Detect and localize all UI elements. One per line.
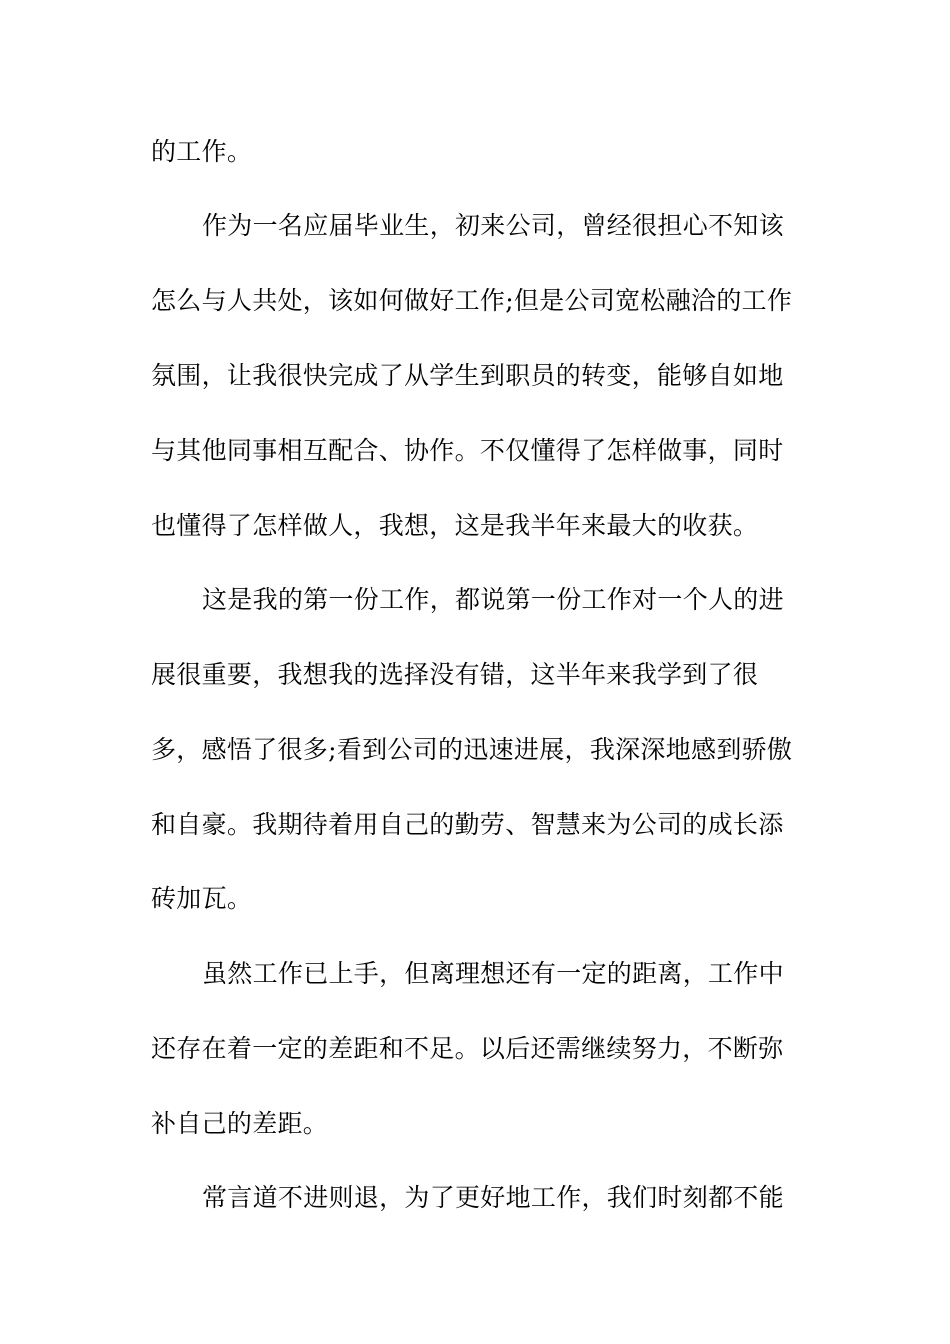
text-line: 砖加瓦。: [151, 884, 253, 913]
text-line: 与其他同事相互配合、协作。不仅懂得了怎样做事，同时: [151, 436, 784, 465]
paragraph-start-line: 虽然工作已上手，但离理想还有一定的距离，工作中: [202, 959, 784, 988]
paragraph-start-line: 这是我的第一份工作，都说第一份工作对一个人的进: [202, 585, 784, 614]
text-line: 多，感悟了很多;看到公司的迅速进展，我深深地感到骄傲: [151, 735, 793, 764]
text-line: 展很重要，我想我的选择没有错，这半年来我学到了很: [151, 660, 759, 689]
paragraph-start-line: 常言道不进则退，为了更好地工作，我们时刻都不能: [202, 1183, 784, 1212]
text-line: 和自豪。我期待着用自己的勤劳、智慧来为公司的成长添: [151, 810, 784, 839]
text-line: 氛围，让我很快完成了从学生到职员的转变，能够自如地: [151, 361, 784, 390]
text-line: 也懂得了怎样做人，我想，这是我半年来最大的收获。: [151, 511, 759, 540]
text-line: 还存在着一定的差距和不足。以后还需继续努力，不断弥: [151, 1034, 784, 1063]
text-line: 补自己的差距。: [151, 1109, 329, 1138]
paragraph-start-line: 作为一名应届毕业生，初来公司，曾经很担心不知该: [202, 211, 784, 240]
text-line: 的工作。: [151, 137, 253, 166]
text-line: 怎么与人共处，该如何做好工作;但是公司宽松融洽的工作: [151, 286, 793, 315]
